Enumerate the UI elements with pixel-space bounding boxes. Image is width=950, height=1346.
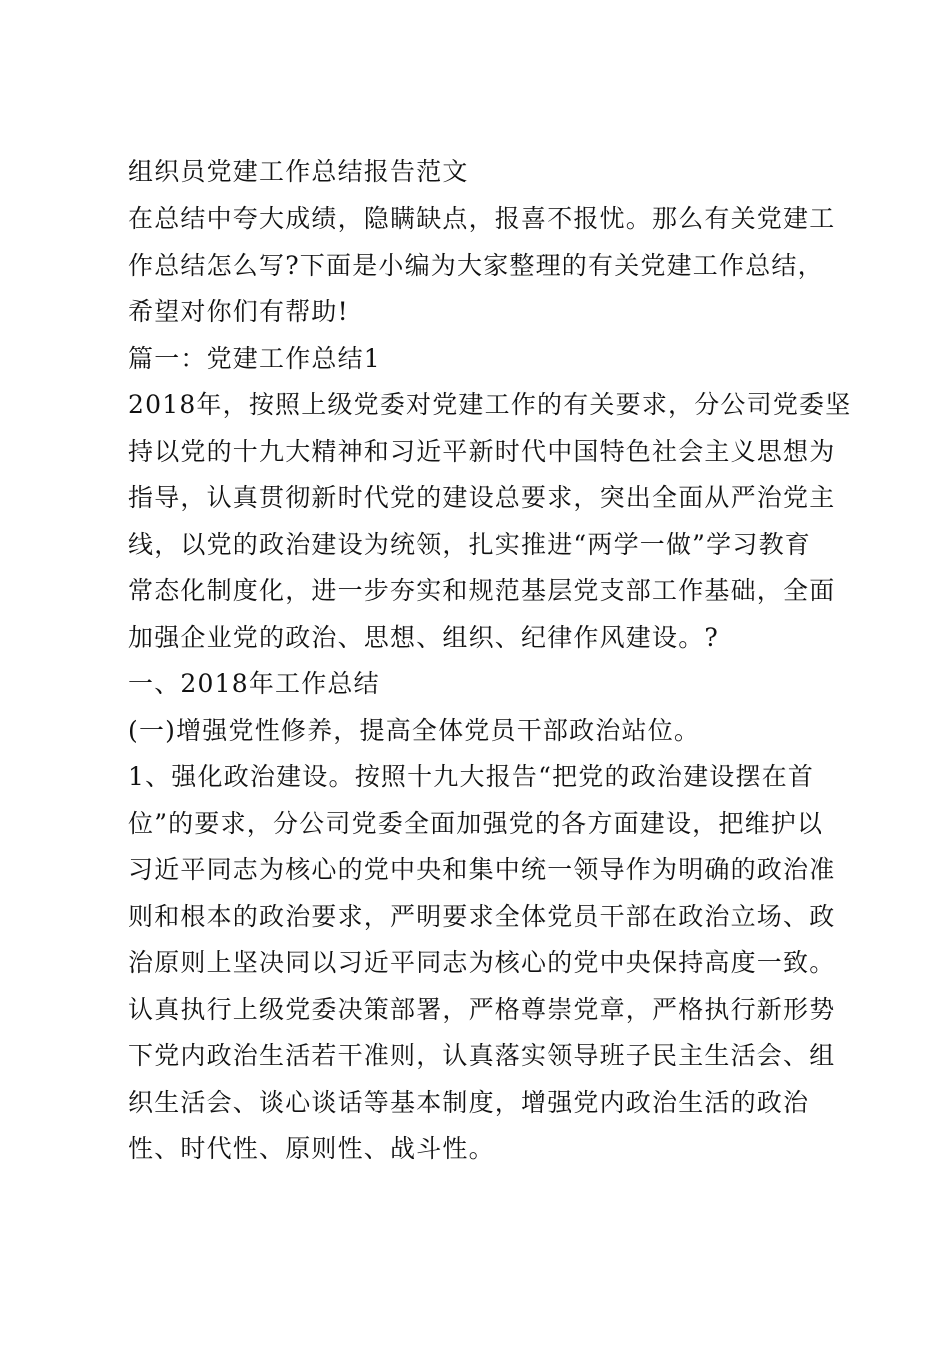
paragraph-line: 下党内政治生活若干准则，认真落实领导班子民主生活会、组 [128,1041,836,1070]
intro-line-3: 希望对你们有帮助! [128,297,349,326]
paragraph-line: 习近平同志为核心的党中央和集中统一领导作为明确的政治准 [128,855,836,884]
intro-line-2: 作总结怎么写?下面是小编为大家整理的有关党建工作总结， [128,250,824,280]
document-title: 组织员党建工作总结报告范文 [128,157,469,186]
paragraph-line: 1、强化政治建设。按照十九大报告“把党的政治建设摆在首 [128,762,815,791]
section-heading-summary: 一、2018年工作总结 [128,669,380,698]
paragraph-line: 织生活会、谈心谈话等基本制度，增强党内政治生活的政治 [128,1087,810,1117]
intro-line-1: 在总结中夸大成绩，隐瞒缺点，报喜不报忧。那么有关党建工 [128,204,836,233]
paragraph-line: 2018年，按照上级党委对党建工作的有关要求，分公司党委坚 [128,390,852,419]
paragraph-line: 持以党的十九大精神和习近平新时代中国特色社会主义思想为 [128,436,836,466]
paragraph-line: 位”的要求，分公司党委全面加强党的各方面建设，把维护以 [128,808,824,838]
paragraph-line: 加强企业党的政治、思想、组织、纪律作风建设。? [128,622,720,652]
paragraph-line: 指导，认真贯彻新时代党的建设总要求，突出全面从严治党主 [128,483,836,512]
section-heading-part-one: 篇一：党建工作总结1 [128,343,381,373]
paragraph-line: 则和根本的政治要求，严明要求全体党员干部在政治立场、政 [128,901,836,931]
paragraph-line: 治原则上坚决同以习近平同志为核心的党中央保持高度一致。 [128,948,836,977]
paragraph-line: 认真执行上级党委决策部署，严格尊崇党章，严格执行新形势 [128,994,836,1024]
paragraph-line: 线，以党的政治建设为统领，扎实推进“两学一做”学习教育 [128,529,811,559]
paragraph-line: 性、时代性、原则性、战斗性。 [128,1134,495,1163]
paragraph-line: 常态化制度化，进一步夯实和规范基层党支部工作基础，全面 [128,576,836,605]
subsection-heading: (一)增强党性修养，提高全体党员干部政治站位。 [128,715,701,745]
document-body [128,152,852,1173]
